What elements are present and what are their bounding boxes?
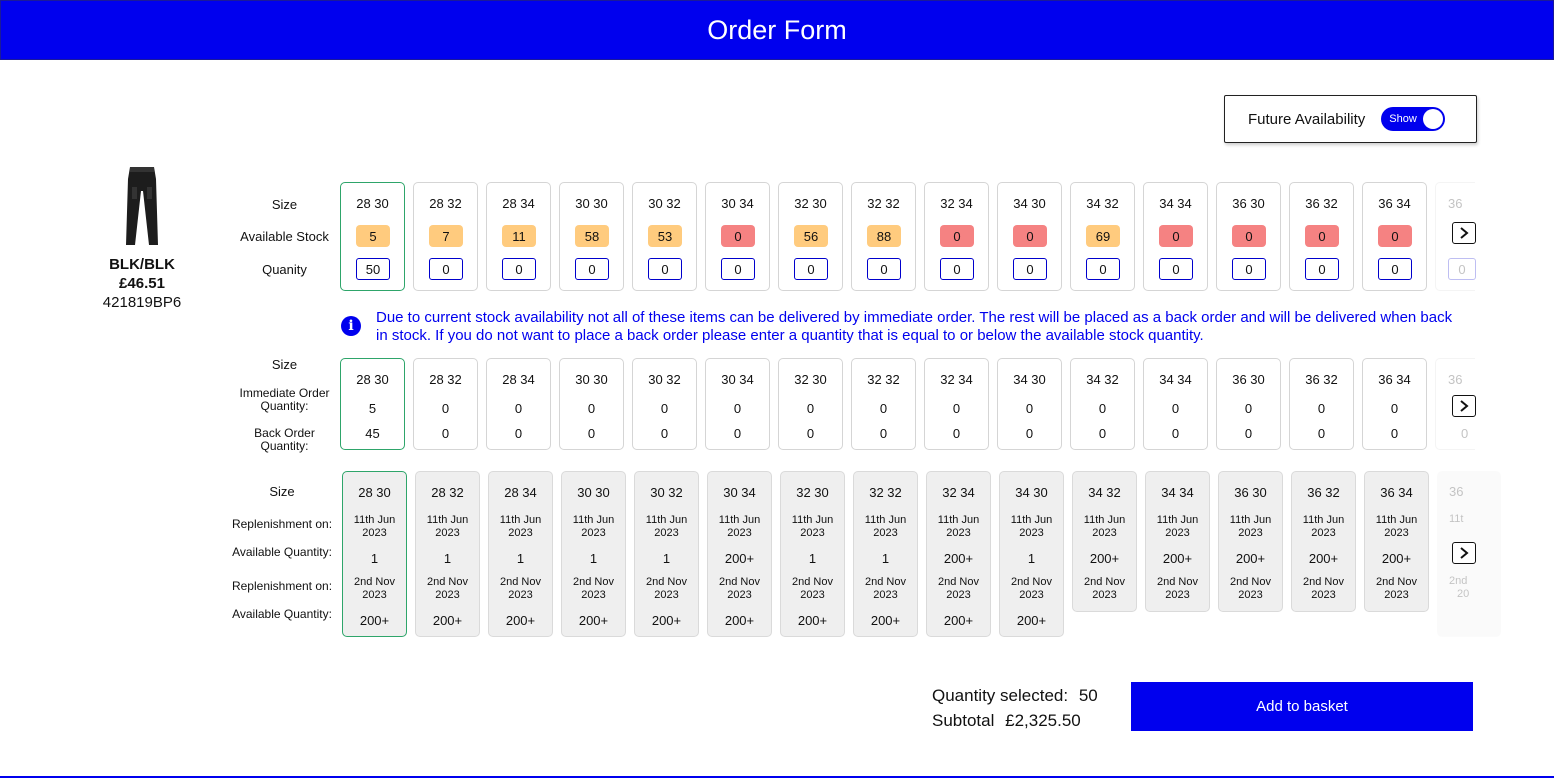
backorder-notice: Due to current stock availability not all of these items can be delivered by immediate order. The rest will be placed as a back order and will be delivered when back in stock. If you do not want to place a back order please enter a quantity that is equal to or below the available stock quantity. [376, 309, 1453, 344]
quantity-input[interactable] [356, 258, 390, 280]
replenishment-date-1: 11th Jun 2023 [1302, 514, 1345, 539]
available-qty-1: 1 [662, 551, 671, 566]
order-split-card [997, 358, 1062, 450]
replenishment-date-2b: 20 [1457, 588, 1470, 600]
replenishment-card [1072, 471, 1137, 612]
size-label: 32 30 [796, 485, 829, 500]
size-card[interactable] [924, 182, 989, 291]
size-card[interactable] [997, 182, 1062, 291]
size-label: 34 32 [1086, 372, 1119, 387]
replenishment-date-2: 2nd Nov 2023 [354, 576, 395, 601]
back-order-value: 0 [1098, 426, 1107, 441]
back-order-value: 0 [1244, 426, 1253, 441]
available-qty-row-label-1: Available Quantity: [232, 545, 332, 559]
toggle-knob [1423, 109, 1443, 129]
replenishment-date-1: 11th Jun 2023 [1010, 514, 1053, 539]
available-qty-2: 200+ [359, 613, 390, 628]
available-qty-1: 1 [443, 551, 452, 566]
order-split-card [413, 358, 478, 450]
back-order-value: 0 [587, 426, 596, 441]
size-label: 36 34 [1378, 196, 1411, 211]
size-label: 36 34 [1378, 372, 1411, 387]
replenishment-date-1: 11th Jun 2023 [353, 514, 396, 539]
replenishment-card [926, 471, 991, 637]
immediate-order-value: 0 [514, 401, 523, 416]
size-label: 30 30 [575, 196, 608, 211]
order-split-card [559, 358, 624, 450]
back-order-value: 0 [1025, 426, 1034, 441]
available-qty-2: 200+ [432, 613, 463, 628]
available-qty-1: 1 [881, 551, 890, 566]
quantity-input[interactable] [867, 258, 901, 280]
available-qty-2: 200+ [578, 613, 609, 628]
replenishment-date-1: 11t [1449, 513, 1464, 525]
available-qty-1: 1 [589, 551, 598, 566]
chevron-right-icon [1459, 400, 1469, 412]
order-split-card [1289, 358, 1354, 450]
stock-badge: 0 [1232, 225, 1266, 247]
size-label: 34 34 [1161, 485, 1194, 500]
replenishment-row-label-1: Replenishment on: [231, 517, 333, 531]
size-label: 36 [1449, 484, 1464, 499]
quantity-input[interactable] [429, 258, 463, 280]
immediate-order-value: 0 [1171, 401, 1180, 416]
size-label: 34 30 [1015, 485, 1048, 500]
stock-badge: 88 [867, 225, 901, 247]
chevron-right-icon [1459, 547, 1469, 559]
replenishment-date-2: 2nd Nov 2023 [573, 576, 614, 601]
stock-badge: 53 [648, 225, 682, 247]
available-qty-2: 200+ [651, 613, 682, 628]
replenishment-card [488, 471, 553, 637]
size-card[interactable] [705, 182, 770, 291]
size-label: 28 34 [502, 196, 535, 211]
available-qty-1: 200+ [1381, 551, 1412, 566]
size-label: 28 34 [504, 485, 537, 500]
immediate-order-value: 0 [733, 401, 742, 416]
back-order-value: 0 [806, 426, 815, 441]
order-split-card [705, 358, 770, 450]
available-qty-1: 1 [370, 551, 379, 566]
replenishment-date-1: 11th Jun 2023 [864, 514, 907, 539]
size-label: 34 32 [1086, 196, 1119, 211]
back-order-value: 0 [733, 426, 742, 441]
available-qty-1: 1 [808, 551, 817, 566]
size-label: 36 32 [1305, 196, 1338, 211]
size-label: 34 34 [1159, 196, 1192, 211]
size-card[interactable] [632, 182, 697, 291]
size-label: 28 32 [429, 372, 462, 387]
size-label: 30 32 [648, 372, 681, 387]
back-order-row-label: Back Order Quantity: [254, 426, 315, 453]
quantity-selected [932, 686, 1098, 706]
size-label: 28 30 [356, 196, 389, 211]
replenishment-date-1: 11th Jun 2023 [1229, 514, 1272, 539]
size-label: 36 30 [1232, 196, 1265, 211]
size-label: 36 32 [1305, 372, 1338, 387]
available-qty-1: 200+ [1308, 551, 1339, 566]
immediate-order-value: 0 [1317, 401, 1326, 416]
replenishment-date-2: 2nd Nov 2023 [1230, 576, 1271, 601]
quantity-input[interactable] [502, 258, 536, 280]
order-split-card [778, 358, 843, 450]
immediate-order-value: 0 [952, 401, 961, 416]
quantity-input[interactable] [1305, 258, 1339, 280]
size-card[interactable] [1216, 182, 1281, 291]
available-qty-2: 200+ [505, 613, 536, 628]
size-card[interactable] [778, 182, 843, 291]
replenishment-date-2: 2nd Nov 2023 [1084, 576, 1125, 601]
stock-badge: 56 [794, 225, 828, 247]
immediate-order-value: 0 [660, 401, 669, 416]
replenishment-date-2: 2nd Nov 2023 [1376, 576, 1417, 601]
immediate-order-value: 0 [1098, 401, 1107, 416]
replenishment-date-1: 11th Jun 2023 [1083, 514, 1126, 539]
quantity-row-label: Quanity [262, 262, 307, 277]
size-card[interactable] [559, 182, 624, 291]
stock-badge: 58 [575, 225, 609, 247]
replenishment-card [780, 471, 845, 637]
immediate-order-row-label: Immediate Order Quantity: [239, 386, 330, 413]
immediate-order-value: 0 [587, 401, 596, 416]
replenishment-card [342, 471, 407, 637]
product-price: £46.51 [119, 275, 165, 292]
subtotal-value: £2,325.50 [1005, 711, 1081, 730]
replenishment-card [853, 471, 918, 637]
size-label: 32 30 [794, 196, 827, 211]
next-sizes-button-2[interactable] [1452, 395, 1476, 417]
available-qty-1: 1 [516, 551, 525, 566]
add-to-basket-button[interactable]: Add to basket [1131, 682, 1473, 731]
replenishment-date-2: 2nd Nov 2023 [1303, 576, 1344, 601]
order-split-card [340, 358, 405, 450]
size-label: 28 30 [358, 485, 391, 500]
stock-badge: 0 [1378, 225, 1412, 247]
back-order-value: 0 [879, 426, 888, 441]
stock-badge: 0 [1159, 225, 1193, 247]
replenishment-date-1: 11th Jun 2023 [426, 514, 469, 539]
replenishment-date-1: 11th Jun 2023 [1375, 514, 1418, 539]
size-card[interactable] [340, 182, 405, 291]
available-qty-1: 200+ [943, 551, 974, 566]
order-split-card [632, 358, 697, 450]
size-card[interactable] [486, 182, 551, 291]
immediate-order-value: 0 [441, 401, 450, 416]
replenishment-card [1218, 471, 1283, 612]
future-availability-toggle[interactable] [1381, 107, 1445, 131]
size-label: 30 30 [575, 372, 608, 387]
replenishment-date-2: 2nd Nov 2023 [865, 576, 906, 601]
stock-badge: 0 [721, 225, 755, 247]
replenishment-date-2: 2nd Nov 2023 [500, 576, 541, 601]
quantity-input[interactable] [794, 258, 828, 280]
size-label: 32 34 [940, 196, 973, 211]
immediate-order-value: 0 [806, 401, 815, 416]
replenishment-date-2: 2nd Nov 2023 [938, 576, 979, 601]
order-split-card [1362, 358, 1427, 450]
quantity-input[interactable] [1448, 258, 1476, 280]
size-label: 32 32 [867, 196, 900, 211]
stock-badge: 69 [1086, 225, 1120, 247]
back-order-value: 0 [660, 426, 669, 441]
size-label: 36 [1448, 372, 1463, 387]
size-label: 34 30 [1013, 196, 1046, 211]
next-sizes-button[interactable] [1452, 222, 1476, 244]
page-header [0, 0, 1554, 60]
size-card[interactable] [851, 182, 916, 291]
back-order-value: 0 [1461, 426, 1469, 441]
product-code: 421819BP6 [102, 294, 182, 311]
size-label: 32 30 [794, 372, 827, 387]
size-label: 36 34 [1380, 485, 1413, 500]
quantity-input[interactable] [1232, 258, 1266, 280]
replenishment-card [1364, 471, 1429, 612]
available-qty-row-label-2: Available Quantity: [232, 607, 332, 621]
replenishment-card [415, 471, 480, 637]
size-label: 28 32 [431, 485, 464, 500]
quantity-input[interactable] [1378, 258, 1412, 280]
order-split-card [1216, 358, 1281, 450]
immediate-order-value: 5 [368, 401, 377, 416]
replenishment-date-2: 2nd Nov 2023 [792, 576, 833, 601]
available-qty-2: 200+ [1016, 613, 1047, 628]
replenishment-date-1: 11th Jun 2023 [645, 514, 688, 539]
quantity-input[interactable] [1159, 258, 1193, 280]
replenishment-date-2: 2nd Nov 2023 [1011, 576, 1052, 601]
back-order-value: 0 [514, 426, 523, 441]
replenishment-row-label-2: Replenishment on: [231, 579, 333, 593]
size-label: 36 32 [1307, 485, 1340, 500]
available-qty-2: 200+ [724, 613, 755, 628]
order-split-card [1143, 358, 1208, 450]
size-label: 34 30 [1013, 372, 1046, 387]
stock-badge: 5 [356, 225, 390, 247]
chevron-right-icon [1459, 227, 1469, 239]
future-availability-control [1224, 95, 1477, 143]
available-qty-2: 200+ [797, 613, 828, 628]
size-label: 28 32 [429, 196, 462, 211]
info-icon: i [341, 316, 361, 336]
size-row-label-3: Size [269, 484, 295, 499]
size-card[interactable] [1289, 182, 1354, 291]
replenishment-date-1: 11th Jun 2023 [1156, 514, 1199, 539]
size-card[interactable] [1070, 182, 1135, 291]
stock-badge: 0 [1013, 225, 1047, 247]
stock-badge: 7 [429, 225, 463, 247]
size-label: 34 34 [1159, 372, 1192, 387]
replenishment-date-1: 11th Jun 2023 [937, 514, 980, 539]
order-split-card [924, 358, 989, 450]
replenishment-date-1: 11th Jun 2023 [718, 514, 761, 539]
replenishment-date-2: 2nd [1449, 575, 1468, 587]
trousers-icon [122, 165, 162, 247]
immediate-order-value: 0 [1025, 401, 1034, 416]
size-label: 28 30 [356, 372, 389, 387]
quantity-input[interactable] [721, 258, 755, 280]
size-label: 28 34 [502, 372, 535, 387]
size-label: 30 32 [650, 485, 683, 500]
product-colour: BLK/BLK [109, 256, 175, 273]
order-split-card [1070, 358, 1135, 450]
page-title: Order Form [707, 14, 847, 45]
available-qty-1: 200+ [1162, 551, 1193, 566]
back-order-value: 45 [365, 426, 380, 441]
replenishment-card [999, 471, 1064, 637]
size-label: 36 30 [1232, 372, 1265, 387]
available-qty-1: 1 [1027, 551, 1036, 566]
subtotal [932, 711, 1081, 731]
size-row-label-2: Size [271, 357, 298, 372]
size-label: 30 34 [721, 196, 754, 211]
product-info [90, 165, 194, 312]
replenishment-date-2: 2nd Nov 2023 [719, 576, 760, 601]
quantity-selected-label: Quantity selected: [932, 686, 1069, 705]
size-card[interactable] [1143, 182, 1208, 291]
replenishment-date-2: 2nd Nov 2023 [1157, 576, 1198, 601]
toggle-label: Show [1389, 113, 1417, 125]
quantity-selected-value: 50 [1078, 686, 1098, 705]
back-order-value: 0 [952, 426, 961, 441]
back-order-value: 0 [1317, 426, 1326, 441]
quantity-input[interactable] [1086, 258, 1120, 280]
available-qty-1: 200+ [1089, 551, 1120, 566]
size-label: 32 32 [869, 485, 902, 500]
quantity-input[interactable] [1013, 258, 1047, 280]
replenishment-date-1: 11th Jun 2023 [791, 514, 834, 539]
replenishment-card [1291, 471, 1356, 612]
quantity-input[interactable] [940, 258, 974, 280]
replenishment-date-1: 11th Jun 2023 [499, 514, 542, 539]
available-qty-2: 200+ [943, 613, 974, 628]
replenishment-card [1145, 471, 1210, 612]
replenishment-card [634, 471, 699, 637]
subtotal-label: Subtotal [932, 711, 995, 730]
replenishment-date-2: 2nd Nov 2023 [646, 576, 687, 601]
size-label: 36 [1448, 196, 1463, 211]
order-split-card [486, 358, 551, 450]
replenishment-card [707, 471, 772, 637]
back-order-value: 0 [441, 426, 450, 441]
order-split-card [851, 358, 916, 450]
size-label: 32 34 [942, 485, 975, 500]
size-row-label: Size [271, 197, 298, 212]
replenishment-card [561, 471, 626, 637]
size-label: 30 34 [723, 485, 756, 500]
size-label: 30 34 [721, 372, 754, 387]
size-label: 30 32 [648, 196, 681, 211]
back-order-value: 0 [1390, 426, 1399, 441]
stock-badge: 0 [940, 225, 974, 247]
size-label: 32 34 [940, 372, 973, 387]
quantity-input[interactable] [575, 258, 609, 280]
size-label: 34 32 [1088, 485, 1121, 500]
available-qty-1: 200+ [724, 551, 755, 566]
size-label: 36 30 [1234, 485, 1267, 500]
available-qty-2: 200+ [870, 613, 901, 628]
back-order-value: 0 [1171, 426, 1180, 441]
next-sizes-button-3[interactable] [1452, 542, 1476, 564]
immediate-order-value: 0 [1244, 401, 1253, 416]
stock-badge: 11 [502, 225, 536, 247]
size-label: 32 32 [867, 372, 900, 387]
available-qty-1: 200+ [1235, 551, 1266, 566]
size-card[interactable] [413, 182, 478, 291]
future-availability-label: Future Availability [1248, 110, 1366, 128]
immediate-order-value: 0 [879, 401, 888, 416]
available-stock-row-label: Available Stock [240, 229, 329, 244]
replenishment-date-2: 2nd Nov 2023 [427, 576, 468, 601]
replenishment-date-1: 11th Jun 2023 [572, 514, 615, 539]
quantity-input[interactable] [648, 258, 682, 280]
size-card[interactable] [1362, 182, 1427, 291]
size-label: 30 30 [577, 485, 610, 500]
stock-badge: 0 [1305, 225, 1339, 247]
immediate-order-value: 0 [1390, 401, 1399, 416]
